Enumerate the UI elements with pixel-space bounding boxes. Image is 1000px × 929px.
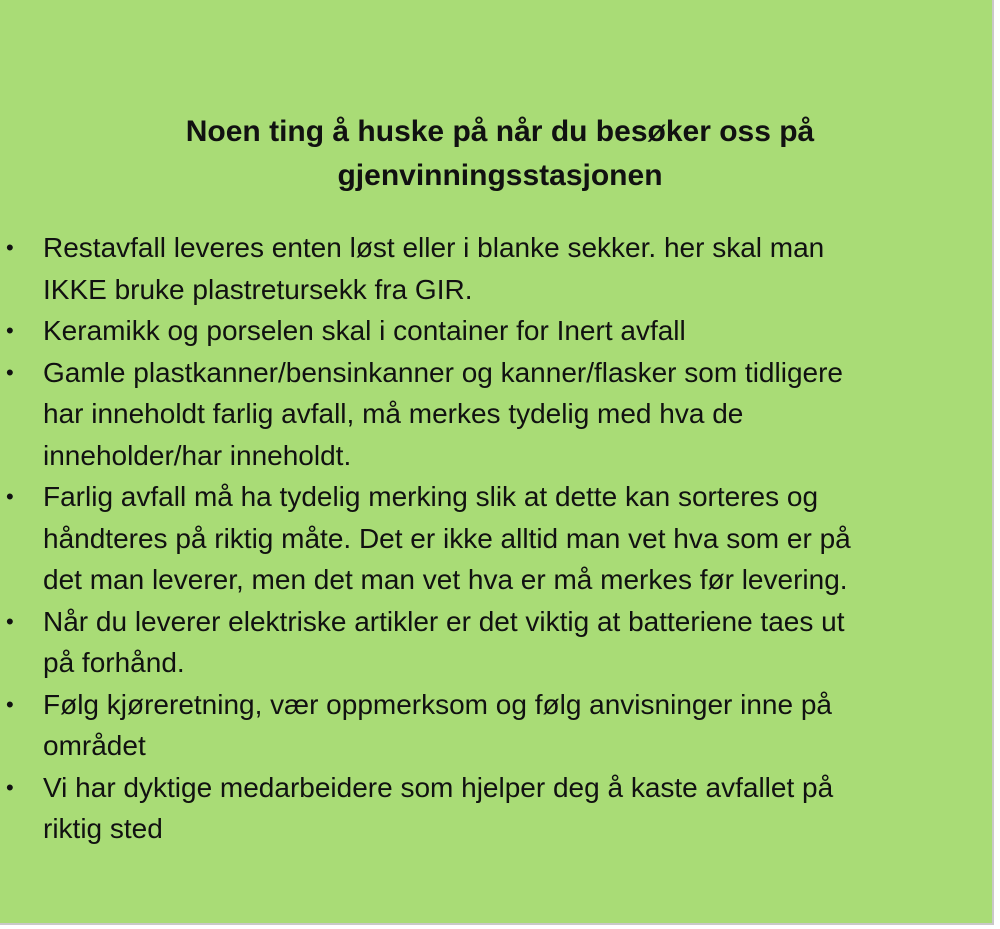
- title-line-1: Noen ting å huske på når du besøker oss på: [185, 115, 815, 148]
- bullet-icon: •: [6, 691, 14, 717]
- item-line: IKKE bruke plastretursekk fra GIR.: [43, 273, 473, 305]
- bullet-icon: •: [6, 235, 14, 260]
- list-item: [0, 310, 1000, 352]
- item-line: på forhånd.: [43, 647, 185, 678]
- item-line: Når du leverer elektriske artikler er det viktig at batteriene taes ut: [43, 605, 845, 637]
- bullet-icon: •: [6, 484, 14, 509]
- item-line: håndteres på riktig måte. Det er ikke alltid man vet hva som er på: [43, 522, 851, 554]
- item-line: Gamle plastkanner/bensinkanner og kanner/flasker som tidligere: [43, 356, 843, 388]
- bullet-icon: •: [6, 359, 14, 385]
- item-line: inneholder/har inneholdt.: [43, 439, 352, 471]
- item-line: Restavfall leveres enten løst eller i blanke sekker. her skal man: [43, 232, 825, 263]
- bullet-icon: •: [6, 608, 14, 634]
- list-item: [0, 352, 1000, 477]
- title-line-2: gjenvinningsstasjonen: [337, 159, 663, 192]
- list-item: [0, 227, 1000, 310]
- bullet-icon: •: [6, 318, 14, 343]
- item-line: Farlig avfall må ha tydelig merking slik at dette kan sorteres og: [43, 481, 819, 512]
- list-item: [0, 684, 1000, 767]
- list-item: [0, 767, 1000, 850]
- bullet-icon: •: [6, 774, 14, 800]
- page-title: [0, 110, 1000, 198]
- item-line: området: [43, 730, 146, 761]
- item-line: har inneholdt farlig avfall, må merkes tydelig med hva de: [43, 398, 744, 429]
- item-line: Vi har dyktige medarbeidere som hjelper deg å kaste avfallet på: [43, 771, 834, 803]
- item-line: riktig sted: [43, 813, 163, 844]
- item-line: Keramikk og porselen skal i container for Inert avfall: [43, 315, 686, 346]
- list-item: [0, 601, 1000, 684]
- bullet-list: [0, 227, 1000, 850]
- list-item: [0, 476, 1000, 601]
- item-line: det man leverer, men det man vet hva er må merkes før levering.: [43, 564, 848, 595]
- item-line: Følg kjøreretning, vær oppmerksom og følg anvisninger inne på: [43, 688, 833, 720]
